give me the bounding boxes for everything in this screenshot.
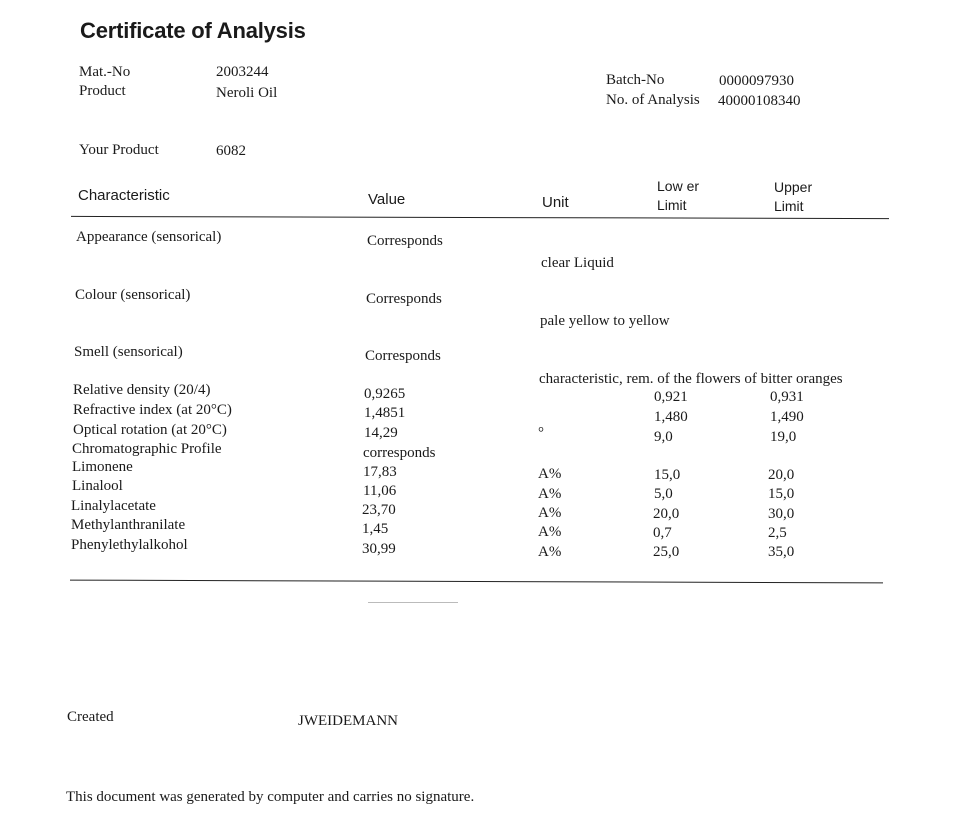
row-unit: ° <box>538 425 544 441</box>
row-colour-value: Corresponds <box>366 291 442 307</box>
your-product-label: Your Product <box>79 142 159 158</box>
row-appearance-value: Corresponds <box>367 233 443 249</box>
col-lower-line1: Low er <box>657 178 700 194</box>
row-value: corresponds <box>363 445 436 461</box>
row-unit: A% <box>538 524 562 540</box>
product-value: Neroli Oil <box>216 85 278 101</box>
row-upper-limit: 35,0 <box>768 544 795 560</box>
row-lower-limit: 20,0 <box>653 506 680 522</box>
created-label: Created <box>67 709 114 725</box>
row-lower-limit: 1,480 <box>654 409 688 425</box>
row-upper-limit: 15,0 <box>768 486 795 502</box>
row-characteristic: Relative density (20/4) <box>73 382 211 398</box>
row-smell-spec: characteristic, rem. of the flowers of bitter oranges <box>539 371 843 387</box>
row-upper-limit: 19,0 <box>770 429 797 445</box>
row-value: 11,06 <box>363 483 397 499</box>
scan-artifact-line <box>368 602 458 603</box>
row-characteristic: Linalylacetate <box>71 498 156 514</box>
row-unit: A% <box>538 505 562 521</box>
col-lower-line2: Limit <box>657 197 687 213</box>
col-characteristic: Characteristic <box>78 187 170 204</box>
analysis-no-label: No. of Analysis <box>606 92 700 108</box>
row-characteristic: Linalool <box>72 478 123 494</box>
row-value: 17,83 <box>363 464 397 480</box>
header-rule <box>71 216 889 219</box>
row-lower-limit: 0,921 <box>654 389 688 405</box>
created-by: JWEIDEMANN <box>298 713 398 729</box>
row-lower-limit: 5,0 <box>654 486 673 502</box>
col-upper-limit <box>774 178 812 216</box>
row-lower-limit: 15,0 <box>654 467 681 483</box>
row-value: 30,99 <box>362 541 396 557</box>
row-upper-limit: 20,0 <box>768 467 795 483</box>
page-title: Certificate of Analysis <box>80 18 306 43</box>
row-characteristic: Phenylethylalkohol <box>71 537 188 553</box>
row-value: 0,9265 <box>364 386 406 402</box>
col-upper-line1: Upper <box>774 179 813 195</box>
row-value: 14,29 <box>364 425 398 441</box>
row-characteristic: Limonene <box>72 459 133 475</box>
col-value: Value <box>368 191 406 208</box>
row-unit: A% <box>538 486 562 502</box>
analysis-no-value: 40000108340 <box>718 93 801 109</box>
row-colour-spec: pale yellow to yellow <box>540 313 670 329</box>
row-value: 23,70 <box>362 502 396 518</box>
row-upper-limit: 0,931 <box>770 389 804 405</box>
row-lower-limit: 0,7 <box>653 525 672 541</box>
row-smell-value: Corresponds <box>365 348 441 364</box>
row-upper-limit: 1,490 <box>770 409 804 425</box>
batch-no-value: 0000097930 <box>719 73 794 89</box>
row-unit: A% <box>538 466 562 482</box>
row-characteristic: Optical rotation (at 20°C) <box>73 422 227 438</box>
row-appearance-characteristic: Appearance (sensorical) <box>76 229 222 245</box>
col-unit: Unit <box>542 194 569 211</box>
mat-no-value: 2003244 <box>216 64 269 80</box>
col-lower-limit <box>657 177 699 215</box>
row-appearance-spec: clear Liquid <box>541 255 614 271</box>
row-lower-limit: 25,0 <box>653 544 680 560</box>
row-upper-limit: 30,0 <box>768 506 795 522</box>
table-bottom-rule <box>70 580 883 584</box>
row-value: 1,45 <box>362 521 389 537</box>
row-characteristic: Refractive index (at 20°C) <box>73 402 232 418</box>
row-characteristic: Methylanthranilate <box>71 517 186 533</box>
row-smell-characteristic: Smell (sensorical) <box>74 344 183 360</box>
row-characteristic: Chromatographic Profile <box>72 441 222 457</box>
product-label: Product <box>79 83 126 99</box>
row-colour-characteristic: Colour (sensorical) <box>75 287 191 303</box>
footer-note: This document was generated by computer and carries no signature. <box>66 789 475 805</box>
row-upper-limit: 2,5 <box>768 525 787 541</box>
col-upper-line2: Limit <box>774 198 804 214</box>
row-unit: A% <box>538 544 562 560</box>
mat-no-label: Mat.-No <box>79 64 131 80</box>
row-lower-limit: 9,0 <box>654 429 673 445</box>
your-product-value: 6082 <box>216 143 246 159</box>
batch-no-label: Batch-No <box>606 72 665 88</box>
row-value: 1,4851 <box>364 405 406 421</box>
